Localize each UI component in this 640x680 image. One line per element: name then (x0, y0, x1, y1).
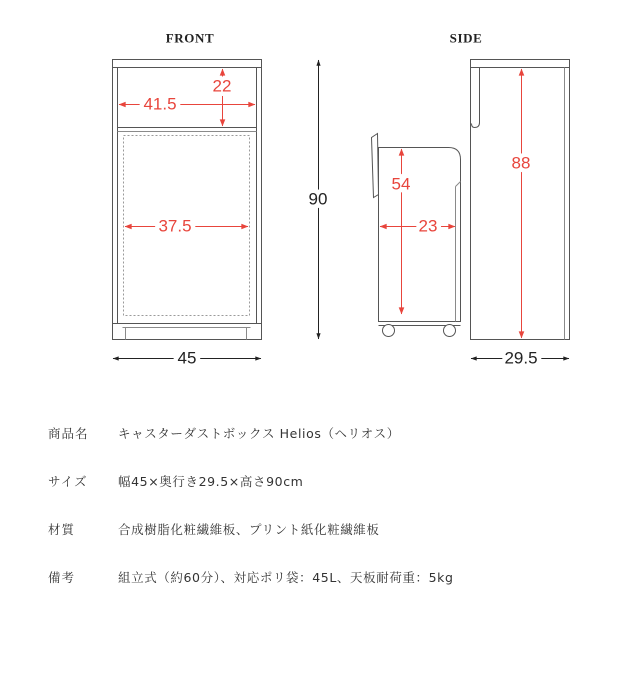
bin-front-wheel (383, 325, 395, 337)
spec-value: 合成樹脂化粧繊維板、プリント紙化粧繊維板 (118, 522, 380, 537)
front-top-height-dimension (213, 69, 232, 126)
side-outer-frame (471, 60, 570, 340)
front-width-dimension (113, 349, 261, 368)
front-top-height-label: 22 (212, 76, 232, 96)
spec-value: 組立式（約60分）、対応ポリ袋：45L、天板耐荷重：5kg (118, 570, 454, 585)
total-height-label: 90 (308, 189, 328, 209)
side-depth-dimension (471, 349, 569, 368)
front-view-drawing (113, 60, 262, 340)
bin-width-label: 23 (418, 216, 438, 236)
spec-label: 商品名 (48, 426, 89, 441)
front-outer-frame (113, 60, 262, 340)
front-top-width-label: 41.5 (143, 94, 177, 114)
spec-label: 備考 (48, 570, 76, 585)
bin-lid-flap (372, 134, 379, 198)
spec-row-size (0, 472, 640, 520)
front-view-label: FRONT (165, 30, 215, 46)
front-width-label: 45 (177, 348, 197, 368)
bin-height-label: 54 (391, 174, 411, 194)
front-inner-width-label: 37.5 (158, 216, 192, 236)
spec-row-notes (0, 568, 640, 616)
bin-rear-wheel (444, 325, 456, 337)
spec-value: 幅45×奥行き29.5×高さ90cm (118, 474, 304, 489)
total-height-dimension (309, 60, 328, 339)
spec-row-material (0, 520, 640, 568)
side-handle (472, 68, 480, 128)
spec-row-product-name (0, 424, 640, 472)
spec-value: キャスターダストボックス Helios（ヘリオス） (118, 426, 400, 441)
side-depth-label: 29.5 (504, 348, 538, 368)
spec-label: サイズ (48, 474, 88, 489)
side-view-label: SIDE (449, 30, 483, 46)
front-inner-width-dimension (125, 217, 248, 236)
front-top-width-dimension (119, 95, 255, 114)
bin-inner-notch (456, 182, 461, 187)
side-inner-height-dimension (512, 69, 531, 338)
side-bin-drawing (372, 134, 461, 337)
side-cabinet-drawing (471, 60, 570, 340)
bin-height-dimension (392, 149, 411, 314)
spec-label: 材質 (48, 522, 76, 537)
spec-table (0, 424, 640, 616)
side-inner-height-label: 88 (511, 153, 531, 173)
bin-width-dimension (380, 217, 455, 236)
